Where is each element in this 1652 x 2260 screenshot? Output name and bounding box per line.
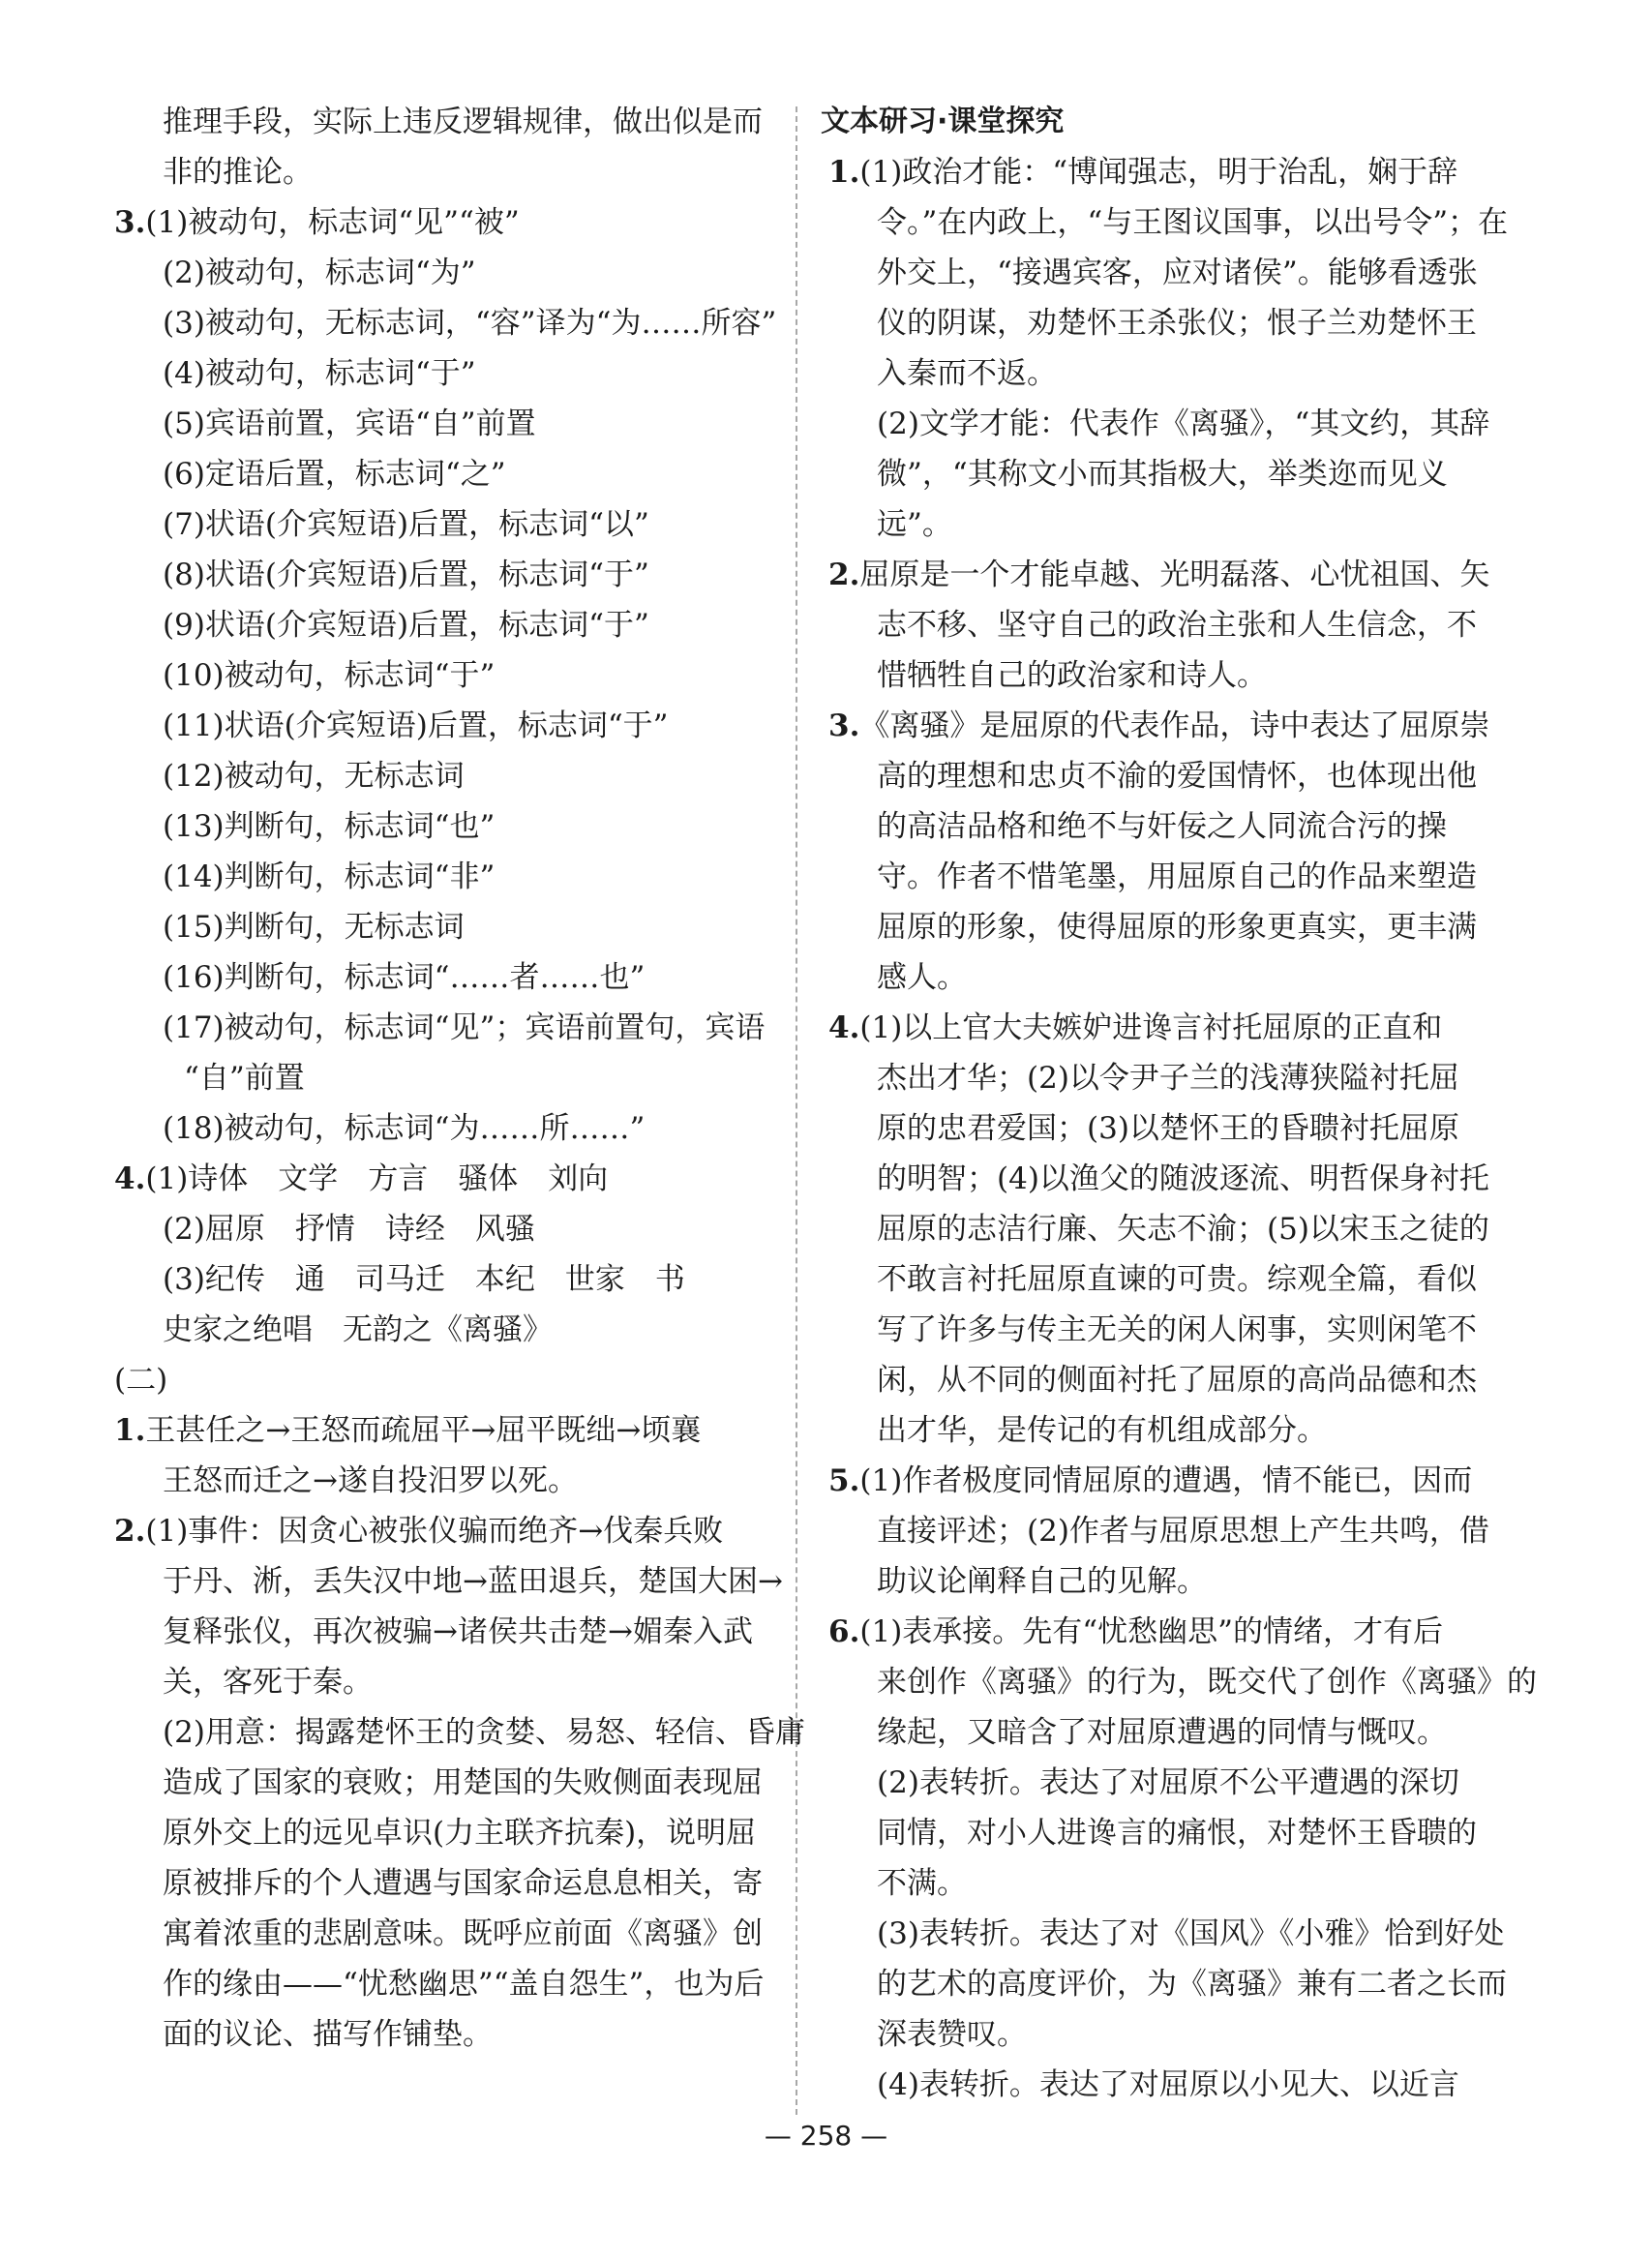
text-line <box>106 1103 784 1154</box>
line-text: (3)表转折。表达了对《国风》《小雅》恰到好处 <box>877 1916 1505 1951</box>
text-line <box>106 1707 805 1758</box>
text-line <box>106 1456 784 1506</box>
line-text: 的明智；(4)以渔父的随波逐流、明哲保身衬托 <box>877 1161 1489 1196</box>
text-line <box>821 499 1510 550</box>
line-text: 入秦而不返。 <box>877 356 1057 391</box>
line-text: (4)被动句，标志词“于” <box>163 356 476 391</box>
text-line <box>106 97 784 147</box>
text-line <box>106 499 784 550</box>
line-text: 感人。 <box>877 960 967 995</box>
text-line <box>106 348 784 399</box>
text-line <box>821 1154 1510 1204</box>
text-line <box>821 2060 1510 2110</box>
text-line <box>821 650 1510 701</box>
line-text: 史家之绝唱 无韵之《离骚》 <box>163 1312 553 1347</box>
line-text: (18)被动句，标志词“为……所……” <box>163 1111 646 1146</box>
line-text: 屈原的形象，使得屈原的形象更真实，更丰满 <box>877 910 1477 945</box>
line-text: (1)政治才能：“博闻强志，明于治乱，娴于辞 <box>859 155 1458 190</box>
text-line <box>106 1758 784 1808</box>
text-line <box>106 2009 784 2060</box>
line-text: (1)作者极度同情屈原的遭遇，情不能已，因而 <box>859 1463 1473 1498</box>
right-column-body <box>821 147 1537 2110</box>
text-line <box>821 801 1510 852</box>
text-line <box>106 701 784 751</box>
line-text: (15)判断句，无标志词 <box>163 910 465 945</box>
line-text: 作的缘由——“忧愁幽思”“盖自怨生”，也为后 <box>163 1967 765 2002</box>
text-line <box>821 1858 1510 1909</box>
line-text: 非的推论。 <box>163 155 313 190</box>
text-line <box>106 248 784 298</box>
item-number: 1. <box>114 1413 146 1448</box>
text-line <box>821 298 1510 348</box>
text-line <box>821 1355 1510 1405</box>
text-line <box>821 1254 1510 1305</box>
text-line <box>106 1506 784 1556</box>
line-text: (2)被动句，标志词“为” <box>163 256 476 290</box>
line-text: 同情，对小人进谗言的痛恨，对楚怀王昏聩的 <box>877 1816 1477 1851</box>
text-line <box>106 1254 784 1305</box>
text-line <box>106 902 784 952</box>
text-line <box>106 1003 784 1053</box>
line-text: 志不移、坚守自己的政治主张和人生信念，不 <box>877 608 1477 643</box>
line-text: (2)文学才能：代表作《离骚》，“其文约，其辞 <box>877 407 1490 441</box>
item-number: 3. <box>114 205 146 240</box>
item-number: 2. <box>828 557 860 592</box>
item-number: 6. <box>828 1614 860 1649</box>
line-text: 原被排斥的个人遭遇与国家命运息息相关，寄 <box>163 1866 763 1901</box>
text-line <box>821 197 1510 248</box>
text-line <box>821 1607 1510 1657</box>
text-line <box>821 1405 1510 1456</box>
section-heading: 文本研习·课堂探究 <box>821 105 1065 138</box>
item-number: 4. <box>114 1161 146 1196</box>
line-text: 远”。 <box>877 507 952 542</box>
text-line <box>106 1204 784 1254</box>
line-text: 直接评述；(2)作者与屈原思想上产生共鸣，借 <box>877 1514 1489 1549</box>
text-line <box>106 197 784 248</box>
text-line <box>821 1456 1510 1506</box>
text-line <box>106 801 784 852</box>
line-text: (16)判断句，标志词“……者……也” <box>163 960 646 995</box>
line-text: 缘起，又暗含了对屈原遭遇的同情与慨叹。 <box>877 1715 1447 1750</box>
text-line <box>821 2009 1510 2060</box>
text-line <box>821 952 1510 1003</box>
text-line <box>106 1405 784 1456</box>
line-text: 面的议论、描写作铺垫。 <box>163 2017 493 2052</box>
text-line <box>821 449 1510 499</box>
line-text: (1)诗体 文学 方言 骚体 刘向 <box>145 1161 609 1196</box>
text-line <box>821 751 1510 801</box>
line-text: 造成了国家的衰败；用楚国的失败侧面表现屈 <box>163 1765 763 1800</box>
text-line <box>821 1707 1510 1758</box>
line-text: (6)定语后置，标志词“之” <box>163 457 506 492</box>
item-number: 4. <box>828 1010 860 1045</box>
text-line <box>821 701 1510 751</box>
right-column <box>821 97 1537 2110</box>
line-text: 关，客死于秦。 <box>163 1665 373 1700</box>
line-text: 屈原是一个才能卓越、光明磊落、心忧祖国、矢 <box>859 557 1490 592</box>
line-text: (3)纪传 通 司马迁 本纪 世家 书 <box>163 1262 685 1297</box>
line-text: 不满。 <box>877 1866 967 1901</box>
line-text: 寓着浓重的悲剧意味。既呼应前面《离骚》创 <box>163 1916 763 1951</box>
text-line <box>821 399 1510 449</box>
line-text: 来创作《离骚》的行为，既交代了创作《离骚》的 <box>877 1665 1537 1700</box>
line-text: 微”，“其称文小而其指极大，举类迩而见义 <box>877 457 1448 492</box>
text-line <box>106 1053 784 1103</box>
line-text: 《离骚》是屈原的代表作品，诗中表达了屈原崇 <box>859 708 1490 743</box>
text-line <box>821 1003 1510 1053</box>
line-text: (5)宾语前置，宾语“自”前置 <box>163 407 536 441</box>
line-text: (1)表承接。先有“忧愁幽思”的情绪，才有后 <box>859 1614 1443 1649</box>
text-line <box>106 1355 784 1405</box>
text-line <box>106 600 784 650</box>
text-line <box>106 1808 784 1858</box>
line-text: (2)屈原 抒情 诗经 风骚 <box>163 1212 535 1247</box>
text-line <box>106 1909 784 1959</box>
text-line <box>821 1959 1510 2009</box>
line-text: (9)状语(介宾短语)后置，标志词“于” <box>163 608 649 643</box>
text-line <box>821 1556 1510 1607</box>
text-line <box>106 1154 784 1204</box>
line-text: 深表赞叹。 <box>877 2017 1027 2052</box>
line-text: 于丹、淅，丢失汉中地→蓝田退兵，楚国大困→ <box>163 1564 783 1599</box>
text-line <box>106 1858 784 1909</box>
line-text: (2)用意：揭露楚怀王的贪婪、易怒、轻信、昏庸 <box>163 1715 805 1750</box>
line-text: 高的理想和忠贞不渝的爱国情怀，也体现出他 <box>877 759 1477 794</box>
line-text: (2)表转折。表达了对屈原不公平遭遇的深切 <box>877 1765 1459 1800</box>
line-text: 的艺术的高度评价，为《离骚》兼有二者之长而 <box>877 1967 1507 2002</box>
text-line <box>821 1053 1510 1103</box>
text-line <box>106 952 784 1003</box>
text-line <box>821 902 1510 952</box>
text-line <box>821 1657 1537 1707</box>
line-text: “自”前置 <box>184 1061 305 1096</box>
line-text: 助议论阐释自己的见解。 <box>877 1564 1207 1599</box>
page-number: — 258 — <box>764 2120 888 2152</box>
item-number: 5. <box>828 1463 860 1498</box>
text-line <box>106 550 784 600</box>
text-line <box>106 751 784 801</box>
line-text: 复释张仪，再次被骗→诸侯共击楚→媚秦入武 <box>163 1614 753 1649</box>
column-divider <box>796 106 797 2115</box>
text-line <box>821 147 1510 197</box>
line-text: (1)以上官大夫嫉妒进谗言衬托屈原的正直和 <box>859 1010 1443 1045</box>
line-text: (17)被动句，标志词“见”；宾语前置句，宾语 <box>163 1010 766 1045</box>
line-text: 王怒而迁之→遂自投汨罗以死。 <box>163 1463 578 1498</box>
text-line <box>106 1607 784 1657</box>
line-text: 外交上，“接遇宾客，应对诸侯”。能够看透张 <box>877 256 1478 290</box>
line-text: (3)被动句，无标志词，“容”译为“为……所容” <box>163 306 777 341</box>
text-line <box>821 1909 1510 1959</box>
line-text: 王甚任之→王怒而疏屈平→屈平既绌→顷襄 <box>145 1413 702 1448</box>
text-line <box>106 1305 784 1355</box>
item-number: 3. <box>828 708 860 743</box>
text-line <box>106 449 784 499</box>
text-line <box>821 600 1510 650</box>
text-line <box>821 1305 1510 1355</box>
line-text: 推理手段，实际上违反逻辑规律，做出似是而 <box>163 105 763 139</box>
line-text: (12)被动句，无标志词 <box>163 759 465 794</box>
text-line <box>821 1204 1510 1254</box>
text-line <box>106 147 784 197</box>
left-column <box>106 97 805 2060</box>
line-text: 写了许多与传主无关的闲人闲事，实则闲笔不 <box>877 1312 1477 1347</box>
text-line <box>821 1506 1510 1556</box>
text-line <box>821 852 1510 902</box>
text-line <box>821 248 1510 298</box>
line-text: 令。”在内政上，“与王图议国事，以出号令”；在 <box>877 205 1509 240</box>
line-text: (1)被动句，标志词“见”“被” <box>145 205 520 240</box>
text-line <box>106 298 784 348</box>
line-text: (8)状语(介宾短语)后置，标志词“于” <box>163 557 649 592</box>
line-text: (11)状语(介宾短语)后置，标志词“于” <box>163 708 669 743</box>
text-line <box>106 399 784 449</box>
line-text: (13)判断句，标志词“也” <box>163 809 496 844</box>
line-text: 仪的阴谋，劝楚怀王杀张仪；恨子兰劝楚怀王 <box>877 306 1477 341</box>
line-text: (10)被动句，标志词“于” <box>163 658 496 693</box>
line-text: (4)表转折。表达了对屈原以小见大、以近言 <box>877 2067 1459 2102</box>
line-text: 原外交上的远见卓识(力主联齐抗秦)，说明屈 <box>163 1816 757 1851</box>
line-text: 出才华，是传记的有机组成部分。 <box>877 1413 1327 1448</box>
line-text: 惜牺牲自己的政治家和诗人。 <box>877 658 1267 693</box>
text-line <box>821 348 1510 399</box>
item-number: 2. <box>114 1514 146 1549</box>
line-text: 的高洁品格和绝不与奸佞之人同流合污的操 <box>877 809 1447 844</box>
line-text: 闲，从不同的侧面衬托了屈原的高尚品德和杰 <box>877 1363 1477 1398</box>
text-line <box>821 1103 1510 1154</box>
line-text: (二) <box>114 1363 168 1398</box>
text-line <box>821 550 1510 600</box>
line-text: (14)判断句，标志词“非” <box>163 859 496 894</box>
line-text: (7)状语(介宾短语)后置，标志词“以” <box>163 507 649 542</box>
text-line <box>106 1556 784 1607</box>
text-line <box>106 852 784 902</box>
line-text: 杰出才华；(2)以令尹子兰的浅薄狭隘衬托屈 <box>877 1061 1459 1096</box>
text-line <box>106 1657 784 1707</box>
line-text: 守。作者不惜笔墨，用屈原自己的作品来塑造 <box>877 859 1477 894</box>
text-line <box>106 1959 784 2009</box>
line-text: 原的忠君爱国；(3)以楚怀王的昏聩衬托屈原 <box>877 1111 1459 1146</box>
text-line <box>821 1808 1510 1858</box>
line-text: 屈原的志洁行廉、矢志不渝；(5)以宋玉之徒的 <box>877 1212 1489 1247</box>
line-text: 不敢言衬托屈原直谏的可贵。综观全篇，看似 <box>877 1262 1477 1297</box>
text-line <box>821 1758 1510 1808</box>
item-number: 1. <box>828 155 860 190</box>
text-line <box>106 650 784 701</box>
line-text: (1)事件：因贪心被张仪骗而绝齐→伐秦兵败 <box>145 1514 724 1549</box>
